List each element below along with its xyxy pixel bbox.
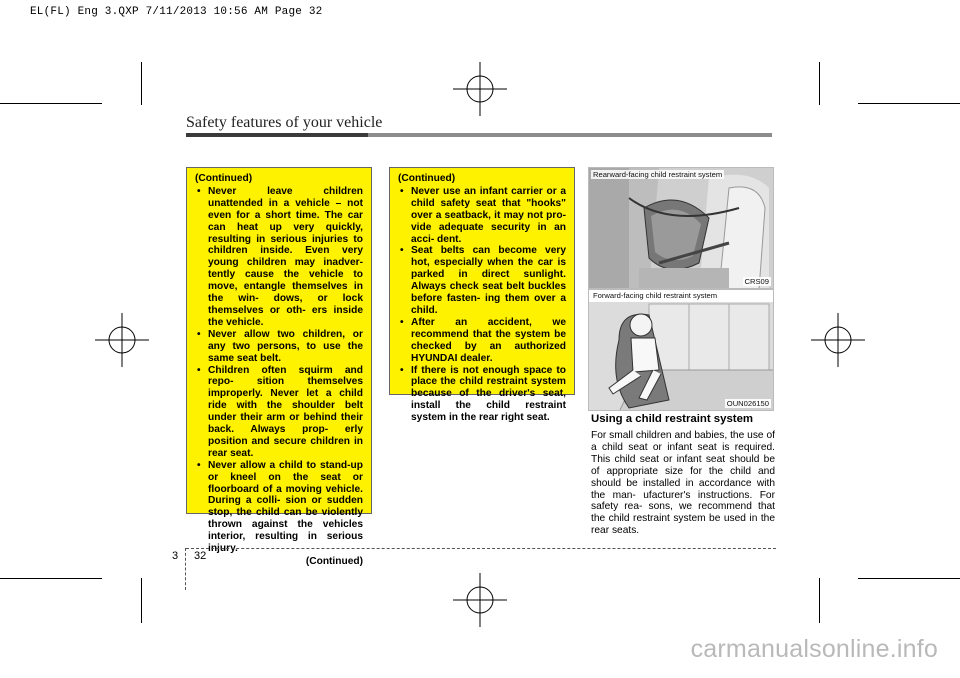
warning-list: [195, 186, 363, 555]
continued-label-end: (Continued): [305, 556, 363, 567]
warning-item: • Never allow two children, or any two persons, to use the same seat belt.: [195, 329, 363, 365]
continued-label: (Continued): [398, 173, 456, 184]
rearward-facing-photo: [588, 167, 774, 289]
figure-caption-bottom: Forward-facing child restraint system: [593, 291, 718, 300]
subheading: Using a child restraint system: [591, 413, 754, 425]
warning-item: • Never leave children unattended in a vehicle – not even for a short time. The car can heat up very quickly, resulting in serious injuries to children inside. Even very young children may inadver- tently cause the vehicle to move, entangle themselves in the win- dows, or lock themselves or oth- ers inside the vehicle.: [195, 186, 363, 329]
section-title-rule-accent: [186, 133, 368, 137]
registration-mark-bottom-icon: [453, 573, 507, 627]
figure-code-bottom: OUN026150: [726, 399, 769, 408]
warning-item: • After an accident, we recommend that the system be checked by an authorized HYUNDAI dealer.: [398, 317, 566, 365]
forward-facing-photo: [588, 289, 774, 411]
rearward-facing-seat-icon: [589, 168, 774, 289]
footer-rule: [186, 548, 776, 549]
registration-mark-top-icon: [453, 62, 507, 116]
figure-code-top: CRS09: [744, 277, 769, 286]
watermark: carmanualsonline.info: [690, 635, 938, 663]
warning-box-middle: [389, 167, 575, 424]
warning-list: [398, 186, 566, 424]
print-header: EL(FL) Eng 3.QXP 7/11/2013 10:56 AM Page 32: [30, 6, 323, 18]
page-number: 32: [194, 550, 207, 562]
footer-divider: [185, 548, 186, 590]
continued-label: (Continued): [195, 173, 253, 184]
warning-item: • Never allow a child to stand-up or kneel on the seat or floorboard of a moving vehicle. During a colli- sion or sudden stop, the child can be violently thrown against the vehicles interior, resulting in serious injury.: [195, 460, 363, 555]
registration-mark-left-icon: [95, 313, 149, 367]
section-title: Safety features of your vehicle: [186, 114, 383, 131]
warning-item: • Never use an infant carrier or a child safety seat that "hooks" over a seatback, it may not pro- vide adequate security in an acci- dent.: [398, 186, 566, 246]
warning-item: • Children often squirm and repo- sition themselves improperly. Never let a child ride with the shoulder belt under their arm or behind their back. Always prop- erly position and secure children in rear seat.: [195, 365, 363, 460]
figure-caption-top: Rearward-facing child restraint system: [593, 170, 723, 179]
body-paragraph: For small children and babies, the use of a child seat or infant seat is required. This child seat or infant seat should be of appropriate size for the child and should be installed in accordance with the man- ufacturer's instructions. For safety rea- sons, we recommend that the child restraint system be used in the rear seats.: [591, 430, 775, 537]
registration-mark-right-icon: [811, 313, 865, 367]
warning-item: • If there is not enough space to place the child restraint system because of the driver's seat, install the child restraint system in the rear right seat.: [398, 365, 566, 425]
forward-facing-seat-icon: [589, 290, 774, 411]
warning-item: • Seat belts can become very hot, especially when the car is parked in direct sunlight. Always check seat belt buckles before fasten- ing them over a child.: [398, 245, 566, 316]
chapter-number: 3: [172, 550, 179, 562]
